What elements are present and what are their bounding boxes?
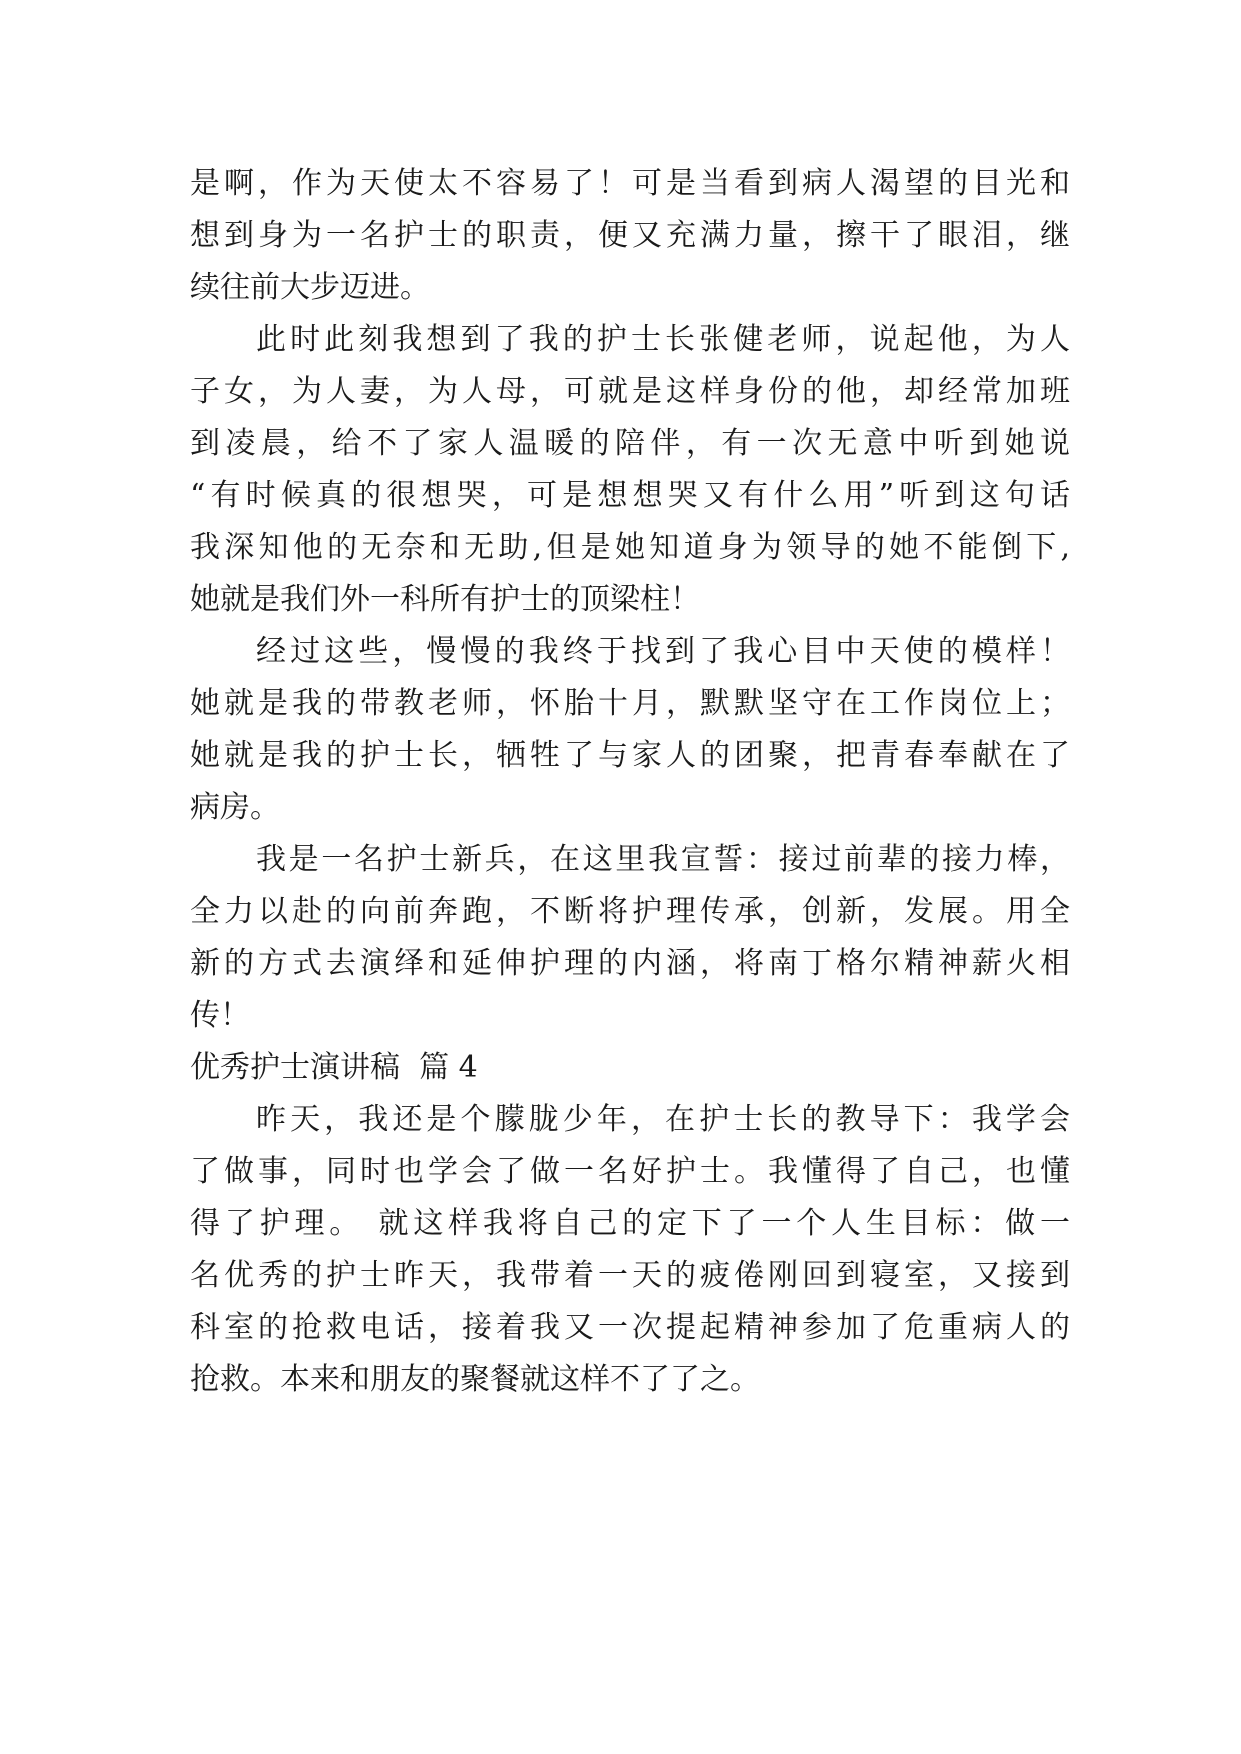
text-line: 子女，为人妻，为人母，可就是这样身份的他，却经常加班 bbox=[190, 374, 1070, 409]
text-line: 新的方式去演绎和延伸护理的内涵，将南丁格尔精神薪火相 bbox=[190, 946, 1070, 981]
paragraph-4 bbox=[190, 834, 1070, 1042]
document-body bbox=[190, 158, 1070, 1406]
text-line: 经过这些，慢慢的我终于找到了我心目中天使的模样！ bbox=[256, 634, 1070, 669]
paragraph-2 bbox=[190, 314, 1070, 626]
text-line: 她就是我的带教老师，怀胎十月，默默坚守在工作岗位上； bbox=[190, 686, 1070, 721]
text-line: 昨天，我还是个朦胧少年，在护士长的教导下：我学会 bbox=[256, 1102, 1070, 1137]
text-line: 得了护理。 就这样我将自己的定下了一个人生目标：做一 bbox=[190, 1206, 1070, 1241]
text-line: 病房。 bbox=[190, 790, 280, 825]
text-line: 全力以赴的向前奔跑，不断将护理传承，创新，发展。用全 bbox=[190, 894, 1070, 929]
text-line: 了做事，同时也学会了做一名好护士。我懂得了自己，也懂 bbox=[190, 1154, 1070, 1189]
text-line: “有时候真的很想哭，可是想想哭又有什么用”听到这句话 bbox=[190, 478, 1070, 513]
text-line: 她就是我的护士长，牺牲了与家人的团聚，把青春奉献在了 bbox=[190, 738, 1070, 773]
text-line: 名优秀的护士昨天，我带着一天的疲倦刚回到寝室，又接到 bbox=[190, 1258, 1070, 1293]
text-line: 传！ bbox=[190, 998, 250, 1033]
text-line: 是啊，作为天使太不容易了！可是当看到病人渴望的目光和 bbox=[190, 166, 1070, 201]
text-line: 抢救。本来和朋友的聚餐就这样不了了之。 bbox=[190, 1362, 760, 1397]
text-line: 我深知他的无奈和无助,但是她知道身为领导的她不能倒下, bbox=[190, 530, 1070, 565]
text-line: 到凌晨，给不了家人温暖的陪伴，有一次无意中听到她说 bbox=[190, 426, 1070, 461]
text-line: 我是一名护士新兵，在这里我宣誓：接过前辈的接力棒， bbox=[256, 842, 1070, 877]
text-line: 续往前大步迈进。 bbox=[190, 270, 430, 305]
section-title: 优秀护士演讲稿 篇 4 bbox=[190, 1050, 478, 1085]
paragraph-3 bbox=[190, 626, 1070, 834]
text-line: 想到身为一名护士的职责，便又充满力量，擦干了眼泪，继 bbox=[190, 218, 1070, 253]
text-line: 她就是我们外一科所有护士的顶梁柱！ bbox=[190, 582, 700, 617]
paragraph-1 bbox=[190, 158, 1070, 314]
text-line: 科室的抢救电话，接着我又一次提起精神参加了危重病人的 bbox=[190, 1310, 1070, 1345]
text-line: 此时此刻我想到了我的护士长张健老师，说起他，为人 bbox=[256, 322, 1070, 357]
paragraph-5 bbox=[190, 1094, 1070, 1406]
